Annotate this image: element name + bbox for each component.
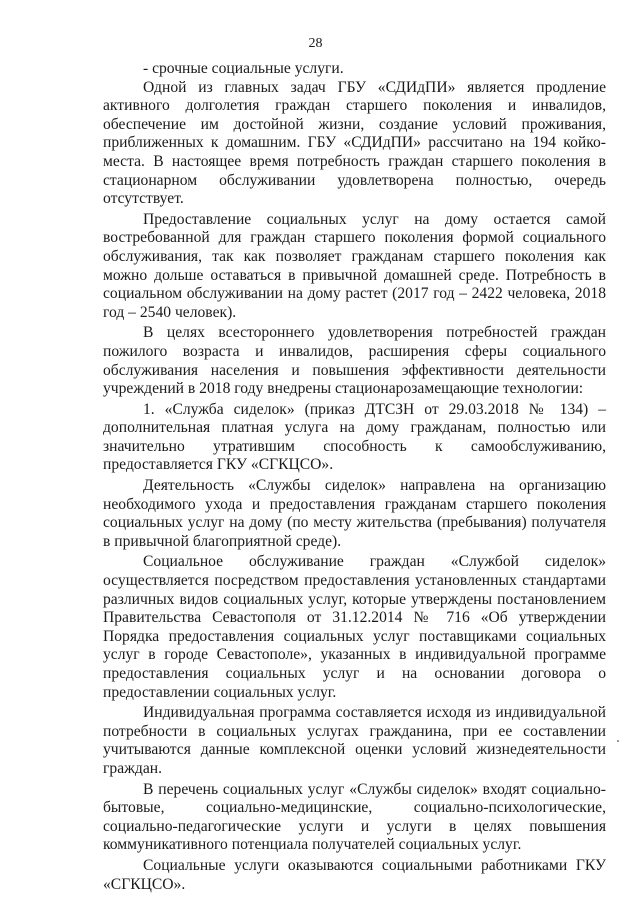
paragraph: Индивидуальная программа составляется исходя из индивидуальной потребности в социальных услугах гражданина, при ее составлении учитываются данные комплексной оценки условий жизнедеятельности граждан. [103, 704, 606, 777]
paragraph: В перечень социальных услуг «Службы сиделок» входят социально-бытовые, социально-медицинские, социально-психологические, социально-педагогические услуги и услуги в целях повышения коммуникативного потенциала получателей социальных услуг. [103, 780, 606, 854]
paragraph: Предоставление социальных услуг на дому остается самой востребованной для граждан старшего поколения формой социального обслуживания, так как позволяет гражданам старшего поколения как можно дольше оставаться в привычной домашней среде. Потребность в социальном обслуживании на дому растет (2017 год – 2422 человека, 2018 год – 2540 человек). [103, 210, 606, 321]
page-body [103, 60, 606, 894]
paragraph: В целях всестороннего удовлетворения потребностей граждан пожилого возраста и инвалидов, расширения сферы социального обслуживания населения и повышения эффективности деятельности учреждений в 2018 году внедрены стационарозамещающие технологии: [103, 324, 606, 398]
numbered-paragraph: 1. «Служба сиделок» (приказ ДТСЗН от 29.03.2018 № 134) – дополнительная платная услуга на дому гражданам, полностью или значительно утратившим способность к самообслуживанию, предоставляется ГКУ «СГКЦСО». [103, 400, 606, 474]
scan-speck [617, 740, 619, 742]
paragraph: Социальные услуги оказываются социальными работниками ГКУ «СГКЦСО». [103, 856, 606, 893]
paragraph: Одной из главных задач ГБУ «СДИдПИ» является продление активного долголетия граждан старшего поколения и инвалидов, обеспечение им достойной жизни, создание условий проживания, приближенных к домашним. ГБУ «СДИдПИ» рассчитано на 194 койко-места. В настоящее время потребность граждан старшего поколения в стационарном обслуживании удовлетворена полностью, очередь отсутствует. [103, 78, 606, 208]
paragraph: Деятельность «Службы сиделок» направлена на организацию необходимого ухода и предоставления гражданам старшего поколения социальных услуг на дому (по месту жительства (пребывания) получателя в привычной благоприятной среде). [103, 477, 606, 550]
page-number: 28 [308, 36, 323, 51]
paragraph: Социальное обслуживание граждан «Службой сиделок» осуществляется посредством предоставления установленных стандартами различных видов социальных услуг, которые утверждены постановлением Правительства Севастополя от 31.12.2014 № 716 «Об утверждении Порядка предоставления социальных услуг поставщиками социальных услуг в городе Севастополе», указанных в индивидуальной программе предоставления социальных услуг и на основании договора о предоставлении социальных услуг. [103, 553, 606, 701]
paragraph: - срочные социальные услуги. [143, 60, 344, 77]
